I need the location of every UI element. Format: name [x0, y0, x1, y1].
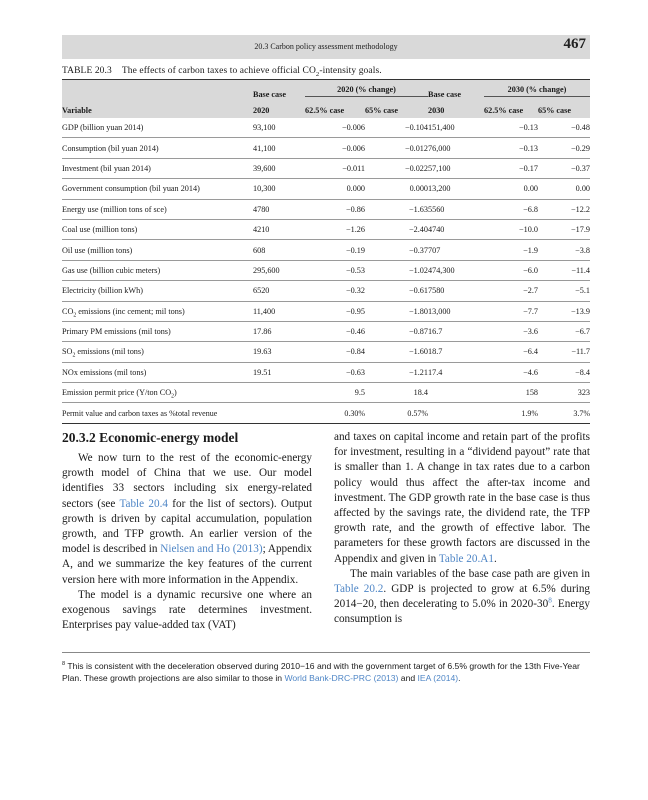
table-row [62, 281, 590, 301]
cell-base-2030: 474,300 [428, 260, 484, 280]
cell-base-2020: 10,300 [253, 179, 305, 199]
cell-base-2020: 41,100 [253, 138, 305, 158]
cell-2020-625: −0.46 [305, 321, 365, 341]
cell-variable: Primary PM emissions (mil tons) [62, 321, 253, 341]
cell-base-2020: 19.63 [253, 342, 305, 362]
cell-base-2020: 295,600 [253, 260, 305, 280]
cell-2020-625: 0.30% [305, 403, 365, 423]
cell-base-2030: 17.4 [428, 362, 484, 382]
cell-2020-65: −1.80 [365, 301, 428, 321]
caption-text: The effects of carbon taxes to achieve official CO [121, 66, 316, 76]
cell-2020-625: 0.000 [305, 179, 365, 199]
cell-2030-625: −2.7 [484, 281, 538, 301]
cell-2030-625: −6.4 [484, 342, 538, 362]
cell-2020-625: −0.19 [305, 240, 365, 260]
header-base-2020: 2020 [253, 99, 305, 118]
header-group-2030: 2030 (% change) [484, 80, 590, 99]
cell-2020-65: −1.21 [365, 362, 428, 382]
header-2030-65: 65% case [538, 99, 590, 118]
cell-2030-625: 1.9% [484, 403, 538, 423]
cell-2030-65: −13.9 [538, 301, 590, 321]
cell-variable: Emission permit price (Y/ton $CO_2$) [62, 383, 253, 403]
citation-link[interactable]: World Bank-DRC-PRC (2013) [284, 673, 399, 684]
cell-base-2020: 4210 [253, 219, 305, 239]
cell-2020-625: −0.006 [305, 138, 365, 158]
cell-variable: Investment (bil yuan 2014) [62, 158, 253, 178]
cell-variable: GDP (billion yuan 2014) [62, 118, 253, 138]
cell-2030-65: 323 [538, 383, 590, 403]
cell-2030-65: −0.37 [538, 158, 590, 178]
cell-base-2030: 4740 [428, 219, 484, 239]
left-column [62, 451, 312, 633]
cell-base-2020 [253, 383, 305, 403]
table-label: TABLE 20.3 [62, 66, 112, 76]
table-row [62, 199, 590, 219]
cell-2020-65: −0.61 [365, 281, 428, 301]
cell-variable: Energy use (million tons of sce) [62, 199, 253, 219]
table-row [62, 240, 590, 260]
effects-table [62, 79, 590, 424]
table-link[interactable]: Table 20.2 [334, 583, 384, 596]
right-column [334, 430, 590, 628]
paragraph: and taxes on capital income and retain part of the profits for investment, resulting in a “dividend payout” rate that is smaller than 1. A change in tax rates due to a carbon policy would thus affect the after-tax income and investment. The GDP growth rate in the base case is thus affected by the savings rate, the dividend rate, the TFP growth rate, and the growth of effective labor. The parameters for these growth factors are discussed in the Appendix and given in Table 20.A1. [334, 431, 590, 565]
cell-2030-65: 3.7% [538, 403, 590, 423]
cell-2020-625: 9.5 [305, 383, 365, 403]
cell-2020-65: −1.02 [365, 260, 428, 280]
cell-base-2020: 608 [253, 240, 305, 260]
table-row [62, 383, 590, 403]
cell-2020-65: −0.37 [365, 240, 428, 260]
header-base-case-2030-top: Base case [428, 80, 484, 99]
cell-base-2020: 17.86 [253, 321, 305, 341]
citation-link[interactable]: IEA (2014) [417, 673, 459, 684]
header-2030-625: 62.5% case [484, 99, 538, 118]
cell-base-2030: 16.7 [428, 321, 484, 341]
cell-2020-65: −1.60 [365, 342, 428, 362]
footnote: $^8$ This is consistent with the deceleration observed during 2010−16 and with the government target of 6.5% growth for the 13th Five-Year Plan. These growth projections are also similar to those in World Bank-DRC-PRC (2013) and IEA (2014). [62, 661, 580, 684]
header-2020-625: 62.5% case [305, 99, 365, 118]
cell-2020-625: −0.95 [305, 301, 365, 321]
cell-2030-625: −7.7 [484, 301, 538, 321]
cell-2020-65: −0.022 [365, 158, 428, 178]
cell-base-2030: 18.7 [428, 342, 484, 362]
cell-base-2020: 11,400 [253, 301, 305, 321]
cell-2030-65: −6.7 [538, 321, 590, 341]
paragraph: The main variables of the base case path are given in Table 20.2. GDP is projected to grow at 6.5% during 2014−20, then decelerating to 5.0% in $2020-30^8$. Energy consumption is [334, 567, 591, 626]
cell-variable: Gas use (billion cubic meters) [62, 260, 253, 280]
cell-2020-65: 0.57% [365, 403, 428, 423]
cell-2020-625: −0.32 [305, 281, 365, 301]
cell-variable: Permit value and carbon taxes as %total revenue [62, 403, 253, 423]
cell-2030-65: −17.9 [538, 219, 590, 239]
cell-variable: Coal use (million tons) [62, 219, 253, 239]
table-row [62, 179, 590, 199]
table-link[interactable]: Table 20.4 [119, 497, 168, 510]
cell-2020-625: −0.63 [305, 362, 365, 382]
cell-base-2030: 7580 [428, 281, 484, 301]
cell-base-2030: 151,400 [428, 118, 484, 138]
table-row [62, 342, 590, 362]
table-row [62, 260, 590, 280]
cell-variable: $SO_2$ emissions (mil tons) [62, 342, 253, 362]
table-row [62, 118, 590, 138]
cell-2030-65: −3.8 [538, 240, 590, 260]
cell-2020-625: −0.84 [305, 342, 365, 362]
cell-2030-625: −6.8 [484, 199, 538, 219]
caption-subscript: 2 [315, 70, 320, 78]
cell-2030-65: −11.4 [538, 260, 590, 280]
table-row [62, 158, 590, 178]
cell-base-2030: 13,000 [428, 301, 484, 321]
cell-2030-625: −1.9 [484, 240, 538, 260]
cell-variable: Consumption (bil yuan 2014) [62, 138, 253, 158]
header-base-case-2020-top: Base case [253, 80, 305, 99]
table-row [62, 321, 590, 341]
footnote-divider [62, 652, 590, 653]
cell-2030-625: −6.0 [484, 260, 538, 280]
footnote-number: 8 [62, 661, 66, 668]
cell-2020-65: −1.63 [365, 199, 428, 219]
cell-2030-625: −0.13 [484, 138, 538, 158]
cell-2030-625: 0.00 [484, 179, 538, 199]
cell-base-2020: 4780 [253, 199, 305, 219]
cell-2030-65: −8.4 [538, 362, 590, 382]
cell-2030-65: −11.7 [538, 342, 590, 362]
cell-2030-625: −10.0 [484, 219, 538, 239]
cell-2030-625: −4.6 [484, 362, 538, 382]
header-base-2030: 2030 [428, 99, 484, 118]
cell-2030-625: −3.6 [484, 321, 538, 341]
header-2020-65: 65% case [365, 99, 428, 118]
cell-2030-65: 0.00 [538, 179, 590, 199]
section-title: 20.3.2 Economic-energy model [62, 430, 239, 445]
citation-link[interactable]: Nielsen and Ho (2013) [160, 543, 263, 556]
cell-base-2030: 707 [428, 240, 484, 260]
cell-2030-625: −0.13 [484, 118, 538, 138]
table-row [62, 138, 590, 158]
header-variable: Variable [62, 99, 253, 118]
cell-base-2030 [428, 403, 484, 423]
table-row [62, 301, 590, 321]
cell-2030-65: −12.2 [538, 199, 590, 219]
table-row [62, 403, 590, 423]
cell-base-2030: 13,200 [428, 179, 484, 199]
cell-base-2030: 57,100 [428, 158, 484, 178]
cell-variable: NOx emissions (mil tons) [62, 362, 253, 382]
cell-2030-625: −0.17 [484, 158, 538, 178]
cell-2020-65: −0.012 [365, 138, 428, 158]
running-title: 20.3 Carbon policy assessment methodology [254, 42, 398, 51]
cell-2020-625: −0.53 [305, 260, 365, 280]
footnote-ref[interactable]: 8 [548, 596, 552, 605]
cell-base-2020: 19.51 [253, 362, 305, 382]
cell-variable: Government consumption (bil yuan 2014) [62, 179, 253, 199]
table-row [62, 362, 590, 382]
page-number: 467 [563, 36, 586, 52]
cell-variable: Oil use (million tons) [62, 240, 253, 260]
cell-2020-65: −0.87 [365, 321, 428, 341]
cell-2020-625: −1.26 [305, 219, 365, 239]
cell-2020-65: 0.000 [365, 179, 428, 199]
cell-base-2030 [428, 383, 484, 403]
cell-2020-625: −0.86 [305, 199, 365, 219]
cell-variable: $CO_2$ emissions (inc cement; mil tons) [62, 301, 253, 321]
caption-text-end: -intensity goals. [319, 66, 382, 76]
cell-2020-65: −2.40 [365, 219, 428, 239]
cell-base-2020 [253, 403, 305, 423]
cell-variable: Electricity (billion kWh) [62, 281, 253, 301]
cell-2030-65: −5.1 [538, 281, 590, 301]
cell-base-2030: 5560 [428, 199, 484, 219]
running-header [62, 35, 590, 59]
cell-2030-65: −0.48 [538, 118, 590, 138]
cell-base-2020: 6520 [253, 281, 305, 301]
paragraph: We now turn to the rest of the economic-energy growth model of China that we use. Our model identifies 33 sectors including six energy-related sectors (see Table 20.4 for the list of sectors). Output growth is driven by capital accumulation, population growth, and TFP growth. An earlier version of the model is described in Nielsen and Ho (2013); Appendix A, and we summarize the key features of the current version here with more information in the Appendix. [62, 452, 313, 586]
table-row [62, 219, 590, 239]
cell-base-2020: 93,100 [253, 118, 305, 138]
cell-2020-625: −0.011 [305, 158, 365, 178]
table-link[interactable]: Table 20.A1 [438, 552, 494, 565]
cell-2030-625: 158 [484, 383, 538, 403]
cell-base-2020: 39,600 [253, 158, 305, 178]
cell-base-2030: 76,000 [428, 138, 484, 158]
cell-2020-65: 18.4 [365, 383, 428, 403]
table-caption [62, 66, 382, 76]
cell-2020-65: −0.104 [365, 118, 428, 138]
paragraph: The model is a dynamic recursive one where an exogenous savings rate determines investment. Enterprises pay value-added tax (VAT) [62, 588, 312, 632]
header-group-2020: 2020 (% change) [305, 80, 428, 99]
cell-2020-625: −0.006 [305, 118, 365, 138]
cell-2030-65: −0.29 [538, 138, 590, 158]
